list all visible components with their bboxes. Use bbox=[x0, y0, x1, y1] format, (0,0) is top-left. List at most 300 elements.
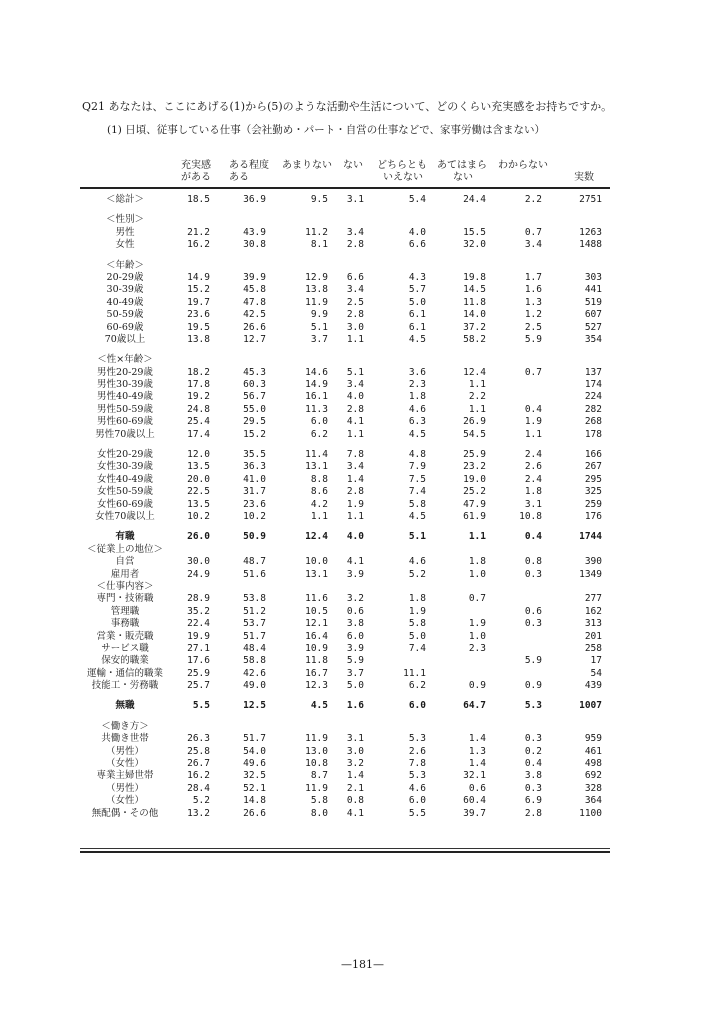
table-row bbox=[0, 367, 725, 379]
cell-value: 11.2 bbox=[305, 226, 328, 238]
cell-value: 52.1 bbox=[243, 782, 266, 794]
table-row bbox=[0, 227, 725, 239]
cell-value: 4.0 bbox=[346, 531, 364, 543]
cell-value: 45.8 bbox=[243, 284, 266, 296]
row-label: 運輸・通信的職業 bbox=[86, 667, 163, 679]
table-row bbox=[0, 194, 725, 206]
cell-value: 24.9 bbox=[187, 568, 210, 580]
table-row bbox=[0, 297, 725, 309]
cell-value: 14.5 bbox=[463, 284, 486, 296]
cell-value: 26.7 bbox=[187, 758, 210, 770]
table-row bbox=[0, 581, 725, 593]
cell-value: 30.0 bbox=[187, 556, 210, 568]
cell-value: 498 bbox=[584, 758, 602, 770]
cell-value: 277 bbox=[584, 593, 602, 605]
header-line: ない bbox=[453, 172, 473, 183]
cell-value: 6.0 bbox=[408, 795, 426, 807]
cell-value: 325 bbox=[584, 486, 602, 498]
cell-value: 5.8 bbox=[310, 795, 328, 807]
cell-value: 3.4 bbox=[346, 284, 364, 296]
cell-value: 519 bbox=[584, 296, 602, 308]
table-row bbox=[0, 416, 725, 428]
row-label: ＜従業上の地位＞ bbox=[86, 543, 163, 555]
row-label: 雇用者 bbox=[110, 568, 140, 580]
row-label: 女性30-39歳 bbox=[97, 461, 153, 473]
cell-value: 1.4 bbox=[468, 758, 486, 770]
cell-value: 8.8 bbox=[310, 473, 328, 485]
cell-value: 3.1 bbox=[524, 498, 542, 510]
cell-value: 1.4 bbox=[468, 733, 486, 745]
cell-value: 201 bbox=[584, 630, 602, 642]
cell-value: 7.8 bbox=[408, 758, 426, 770]
cell-value: 26.0 bbox=[187, 531, 210, 543]
table-row bbox=[0, 556, 725, 568]
row-label: 保安的職業 bbox=[101, 655, 149, 667]
cell-value: 35.5 bbox=[243, 449, 266, 461]
cell-value: 1.9 bbox=[468, 618, 486, 630]
header-col-5 bbox=[437, 160, 487, 184]
cell-value: 2.5 bbox=[524, 321, 542, 333]
row-label: 男性60-69歳 bbox=[97, 416, 153, 428]
header-line: がある bbox=[181, 172, 211, 183]
table-row bbox=[0, 655, 725, 667]
cell-value: 2.4 bbox=[524, 449, 542, 461]
cell-value: 13.1 bbox=[305, 461, 328, 473]
cell-value: 15.2 bbox=[187, 284, 210, 296]
cell-value: 2.3 bbox=[468, 642, 486, 654]
cell-value: 53.8 bbox=[243, 593, 266, 605]
cell-value: 3.8 bbox=[524, 770, 542, 782]
cell-value: 61.9 bbox=[463, 510, 486, 522]
cell-value: 1.6 bbox=[524, 284, 542, 296]
table-row bbox=[0, 486, 725, 498]
cell-value: 4.2 bbox=[310, 498, 328, 510]
cell-value: 1.8 bbox=[468, 556, 486, 568]
row-label: 有職 bbox=[115, 531, 135, 543]
header-line: 充実感 bbox=[181, 160, 211, 171]
cell-value: 1263 bbox=[579, 226, 602, 238]
table-row bbox=[0, 272, 725, 284]
cell-value: 268 bbox=[584, 416, 602, 428]
cell-value: 5.0 bbox=[408, 296, 426, 308]
header-col-0 bbox=[181, 160, 211, 184]
cell-value: 12.1 bbox=[305, 618, 328, 630]
cell-value: 1.4 bbox=[346, 770, 364, 782]
cell-value: 13.0 bbox=[305, 745, 328, 757]
table-row bbox=[0, 391, 725, 403]
cell-value: 1.1 bbox=[524, 428, 542, 440]
row-label: 男性20-29歳 bbox=[97, 366, 153, 378]
cell-value: 32.5 bbox=[243, 770, 266, 782]
cell-value: 19.0 bbox=[463, 473, 486, 485]
row-label: （女性） bbox=[105, 795, 144, 807]
cell-value: 18.5 bbox=[187, 194, 210, 205]
cell-value: 26.6 bbox=[243, 321, 266, 333]
cell-value: 1100 bbox=[579, 807, 602, 819]
table-row bbox=[0, 309, 725, 321]
cell-value: 2.2 bbox=[468, 391, 486, 403]
cell-value: 3.7 bbox=[310, 333, 328, 345]
cell-value: 36.3 bbox=[243, 461, 266, 473]
table-row bbox=[0, 700, 725, 712]
cell-value: 2.6 bbox=[408, 745, 426, 757]
cell-value: 16.4 bbox=[305, 630, 328, 642]
cell-value: 1.1 bbox=[468, 531, 486, 543]
cell-value: 4.0 bbox=[408, 226, 426, 238]
cell-value: 176 bbox=[584, 510, 602, 522]
cell-value: 4.1 bbox=[346, 556, 364, 568]
cell-value: 4.5 bbox=[408, 333, 426, 345]
table-row bbox=[0, 618, 725, 630]
table-row bbox=[0, 746, 725, 758]
table-row bbox=[0, 721, 725, 733]
header-rule bbox=[80, 187, 610, 189]
cell-value: 16.1 bbox=[305, 391, 328, 403]
cell-value: 3.7 bbox=[346, 667, 364, 679]
cell-value: 5.7 bbox=[408, 284, 426, 296]
cell-value: 5.1 bbox=[408, 531, 426, 543]
cell-value: 2.4 bbox=[524, 473, 542, 485]
table-row bbox=[0, 531, 725, 543]
cell-value: 51.6 bbox=[243, 568, 266, 580]
row-label: 管理職 bbox=[110, 605, 140, 617]
cell-value: 49.0 bbox=[243, 680, 266, 692]
table-row bbox=[0, 511, 725, 523]
cell-value: 303 bbox=[584, 271, 602, 283]
cell-value: 1.3 bbox=[468, 745, 486, 757]
cell-value: 5.1 bbox=[346, 366, 364, 378]
row-label: 専門・技術職 bbox=[96, 593, 154, 605]
cell-value: 51.7 bbox=[243, 733, 266, 745]
cell-value: 2.8 bbox=[346, 403, 364, 415]
header-col-4 bbox=[377, 160, 427, 184]
cell-value: 41.0 bbox=[243, 473, 266, 485]
table-row bbox=[0, 260, 725, 272]
cell-value: 4.5 bbox=[408, 510, 426, 522]
cell-value: 51.7 bbox=[243, 630, 266, 642]
cell-value: 1.9 bbox=[346, 498, 364, 510]
cell-value: 6.1 bbox=[408, 321, 426, 333]
cell-value: 5.5 bbox=[192, 700, 210, 712]
cell-value: 0.4 bbox=[524, 531, 542, 543]
cell-value: 37.2 bbox=[463, 321, 486, 333]
cell-value: 1.1 bbox=[468, 403, 486, 415]
cell-value: 8.7 bbox=[310, 770, 328, 782]
cell-value: 6.6 bbox=[408, 239, 426, 251]
cell-value: 16.7 bbox=[305, 667, 328, 679]
cell-value: 6.3 bbox=[408, 416, 426, 428]
cell-value: 19.5 bbox=[187, 321, 210, 333]
cell-value: 6.2 bbox=[408, 680, 426, 692]
cell-value: 3.2 bbox=[346, 758, 364, 770]
row-label: 男性30-39歳 bbox=[97, 379, 153, 391]
cell-value: 6.0 bbox=[408, 700, 426, 712]
cell-value: 5.2 bbox=[408, 568, 426, 580]
cell-value: 0.4 bbox=[524, 758, 542, 770]
row-label: 事務職 bbox=[110, 618, 140, 630]
cell-value: 11.9 bbox=[305, 733, 328, 745]
cell-value: 439 bbox=[584, 680, 602, 692]
data-table bbox=[0, 194, 725, 820]
cell-value: 11.3 bbox=[305, 403, 328, 415]
row-label: ＜総計＞ bbox=[105, 194, 144, 205]
cell-value: 22.5 bbox=[187, 486, 210, 498]
cell-value: 43.9 bbox=[243, 226, 266, 238]
header-line: わからない bbox=[498, 160, 548, 171]
cell-value: 354 bbox=[584, 333, 602, 345]
table-row bbox=[0, 284, 725, 296]
cell-value: 313 bbox=[584, 618, 602, 630]
cell-value: 25.2 bbox=[463, 486, 486, 498]
cell-value: 2.8 bbox=[346, 309, 364, 321]
cell-value: 0.3 bbox=[524, 733, 542, 745]
cell-value: 5.9 bbox=[524, 333, 542, 345]
bottom-rule bbox=[80, 851, 610, 853]
row-label: 専業主婦世帯 bbox=[96, 770, 154, 782]
table-row bbox=[0, 544, 725, 556]
cell-value: 14.8 bbox=[243, 795, 266, 807]
cell-value: 6.2 bbox=[310, 428, 328, 440]
cell-value: 31.7 bbox=[243, 486, 266, 498]
cell-value: 64.7 bbox=[463, 700, 486, 712]
cell-value: 0.6 bbox=[524, 605, 542, 617]
cell-value: 258 bbox=[584, 642, 602, 654]
cell-value: 30.8 bbox=[243, 239, 266, 251]
header-line: ある程度 bbox=[229, 160, 269, 171]
table-row bbox=[0, 770, 725, 782]
cell-value: 3.9 bbox=[346, 568, 364, 580]
table-row bbox=[0, 429, 725, 441]
cell-value: 3.1 bbox=[346, 733, 364, 745]
cell-value: 21.2 bbox=[187, 226, 210, 238]
cell-value: 2.6 bbox=[524, 461, 542, 473]
header-col-6 bbox=[498, 160, 548, 172]
cell-value: 28.4 bbox=[187, 782, 210, 794]
row-label: 60-69歳 bbox=[106, 321, 144, 333]
cell-value: 19.7 bbox=[187, 296, 210, 308]
cell-value: 4.6 bbox=[408, 782, 426, 794]
table-row bbox=[0, 783, 725, 795]
cell-value: 1.6 bbox=[346, 700, 364, 712]
header-line: いえない bbox=[383, 172, 423, 183]
cell-value: 0.9 bbox=[468, 680, 486, 692]
cell-value: 174 bbox=[584, 379, 602, 391]
cell-value: 0.3 bbox=[524, 618, 542, 630]
cell-value: 5.8 bbox=[408, 498, 426, 510]
cell-value: 527 bbox=[584, 321, 602, 333]
row-label: ＜性×年齢＞ bbox=[97, 354, 153, 366]
cell-value: 12.4 bbox=[305, 531, 328, 543]
cell-value: 0.8 bbox=[524, 556, 542, 568]
cell-value: 6.6 bbox=[346, 271, 364, 283]
cell-value: 3.4 bbox=[346, 379, 364, 391]
cell-value: 4.1 bbox=[346, 416, 364, 428]
cell-value: 5.3 bbox=[408, 733, 426, 745]
row-label: 70歳以上 bbox=[104, 333, 146, 345]
cell-value: 23.6 bbox=[243, 498, 266, 510]
row-label: ＜年齢＞ bbox=[105, 259, 144, 271]
row-spacer bbox=[0, 523, 725, 531]
cell-value: 1.1 bbox=[346, 510, 364, 522]
subquestion-text: (1) 日頃、従事している仕事（会社勤め・パート・自営の仕事などで、家事労働は含まない） bbox=[107, 124, 545, 136]
cell-value: 54.0 bbox=[243, 745, 266, 757]
cell-value: 441 bbox=[584, 284, 602, 296]
cell-value: 461 bbox=[584, 745, 602, 757]
cell-value: 55.0 bbox=[243, 403, 266, 415]
cell-value: 2.8 bbox=[346, 486, 364, 498]
cell-value: 5.9 bbox=[346, 655, 364, 667]
row-label: 女性60-69歳 bbox=[97, 498, 153, 510]
table-row bbox=[0, 322, 725, 334]
cell-value: 16.2 bbox=[187, 770, 210, 782]
row-label: 男性50-59歳 bbox=[97, 403, 153, 415]
cell-value: 25.9 bbox=[187, 667, 210, 679]
cell-value: 1.1 bbox=[468, 379, 486, 391]
cell-value: 259 bbox=[584, 498, 602, 510]
row-label: 共働き世帯 bbox=[101, 733, 149, 745]
cell-value: 3.0 bbox=[346, 745, 364, 757]
cell-value: 607 bbox=[584, 309, 602, 321]
cell-value: 5.4 bbox=[408, 194, 426, 205]
row-label: 男性40-49歳 bbox=[97, 391, 153, 403]
cell-value: 3.0 bbox=[346, 321, 364, 333]
cell-value: 692 bbox=[584, 770, 602, 782]
cell-value: 10.2 bbox=[243, 510, 266, 522]
cell-value: 4.3 bbox=[408, 271, 426, 283]
cell-value: 1.9 bbox=[408, 605, 426, 617]
cell-value: 12.4 bbox=[463, 366, 486, 378]
cell-value: 1488 bbox=[579, 239, 602, 251]
cell-value: 162 bbox=[584, 605, 602, 617]
table-header bbox=[0, 160, 725, 186]
cell-value: 4.1 bbox=[346, 807, 364, 819]
cell-value: 11.9 bbox=[305, 296, 328, 308]
cell-value: 11.8 bbox=[305, 655, 328, 667]
cell-value: 26.3 bbox=[187, 733, 210, 745]
cell-value: 282 bbox=[584, 403, 602, 415]
cell-value: 1744 bbox=[579, 531, 602, 543]
cell-value: 5.0 bbox=[408, 630, 426, 642]
cell-value: 8.0 bbox=[310, 807, 328, 819]
cell-value: 11.8 bbox=[463, 296, 486, 308]
question-text: Q21 あなたは、ここにあげる(1)から(5)のような活動や生活について、どのくらい充実感をお持ちですか。 bbox=[82, 100, 613, 113]
cell-value: 32.1 bbox=[463, 770, 486, 782]
table-row bbox=[0, 631, 725, 643]
table-row bbox=[0, 569, 725, 581]
cell-value: 24.8 bbox=[187, 403, 210, 415]
row-label: （女性） bbox=[105, 758, 144, 770]
cell-value: 267 bbox=[584, 461, 602, 473]
row-label: （男性） bbox=[105, 782, 144, 794]
cell-value: 7.8 bbox=[346, 449, 364, 461]
cell-value: 1.3 bbox=[524, 296, 542, 308]
row-spacer bbox=[0, 692, 725, 700]
cell-value: 5.5 bbox=[408, 807, 426, 819]
row-label: 技能工・労務職 bbox=[91, 680, 159, 692]
cell-value: 6.0 bbox=[310, 416, 328, 428]
header-line: ない bbox=[343, 160, 363, 171]
cell-value: 0.7 bbox=[524, 366, 542, 378]
cell-value: 2.3 bbox=[408, 379, 426, 391]
row-label: 女性70歳以上 bbox=[95, 510, 155, 522]
cell-value: 3.4 bbox=[346, 461, 364, 473]
cell-value: 19.8 bbox=[463, 271, 486, 283]
cell-value: 2.8 bbox=[346, 239, 364, 251]
row-label: 営業・販売職 bbox=[96, 630, 154, 642]
cell-value: 14.0 bbox=[463, 309, 486, 321]
table-row bbox=[0, 379, 725, 391]
cell-value: 10.2 bbox=[187, 510, 210, 522]
cell-value: 9.5 bbox=[310, 194, 328, 205]
cell-value: 48.4 bbox=[243, 642, 266, 654]
cell-value: 5.3 bbox=[524, 700, 542, 712]
cell-value: 56.7 bbox=[243, 391, 266, 403]
cell-value: 6.9 bbox=[524, 795, 542, 807]
cell-value: 5.2 bbox=[192, 795, 210, 807]
cell-value: 1.1 bbox=[346, 428, 364, 440]
row-label: 男性70歳以上 bbox=[95, 428, 155, 440]
row-label: ＜性別＞ bbox=[105, 214, 144, 226]
table-row bbox=[0, 808, 725, 820]
cell-value: 54 bbox=[590, 667, 602, 679]
header-col-1 bbox=[229, 160, 269, 184]
cell-value: 36.9 bbox=[243, 194, 266, 205]
cell-value: 8.1 bbox=[310, 239, 328, 251]
row-label: ＜働き方＞ bbox=[101, 720, 149, 732]
cell-value: 3.2 bbox=[346, 593, 364, 605]
table-row bbox=[0, 214, 725, 226]
page-number: —181— bbox=[341, 958, 384, 971]
cell-value: 390 bbox=[584, 556, 602, 568]
cell-value: 25.7 bbox=[187, 680, 210, 692]
row-label: サービス職 bbox=[101, 642, 149, 654]
cell-value: 1.0 bbox=[468, 568, 486, 580]
cell-value: 4.6 bbox=[408, 403, 426, 415]
table-row bbox=[0, 795, 725, 807]
row-label: 30-39歳 bbox=[106, 284, 144, 296]
cell-value: 1.8 bbox=[408, 593, 426, 605]
cell-value: 13.2 bbox=[187, 807, 210, 819]
cell-value: 1.7 bbox=[524, 271, 542, 283]
header-line: 実数 bbox=[574, 172, 594, 183]
cell-value: 137 bbox=[584, 366, 602, 378]
cell-value: 11.6 bbox=[305, 593, 328, 605]
cell-value: 51.2 bbox=[243, 605, 266, 617]
cell-value: 14.6 bbox=[305, 366, 328, 378]
header-col-2 bbox=[282, 160, 332, 172]
table-row bbox=[0, 643, 725, 655]
cell-value: 60.3 bbox=[243, 379, 266, 391]
cell-value: 0.6 bbox=[468, 782, 486, 794]
row-spacer bbox=[0, 713, 725, 721]
cell-value: 17 bbox=[590, 655, 602, 667]
cell-value: 2.2 bbox=[524, 194, 542, 205]
cell-value: 3.6 bbox=[408, 366, 426, 378]
cell-value: 17.6 bbox=[187, 655, 210, 667]
cell-value: 13.8 bbox=[187, 333, 210, 345]
cell-value: 11.9 bbox=[305, 782, 328, 794]
cell-value: 16.2 bbox=[187, 239, 210, 251]
cell-value: 0.2 bbox=[524, 745, 542, 757]
cell-value: 8.6 bbox=[310, 486, 328, 498]
cell-value: 3.8 bbox=[346, 618, 364, 630]
cell-value: 35.2 bbox=[187, 605, 210, 617]
cell-value: 1.9 bbox=[524, 416, 542, 428]
cell-value: 18.2 bbox=[187, 366, 210, 378]
header-line: ある bbox=[229, 172, 249, 183]
table-row bbox=[0, 354, 725, 366]
cell-value: 2.8 bbox=[524, 807, 542, 819]
